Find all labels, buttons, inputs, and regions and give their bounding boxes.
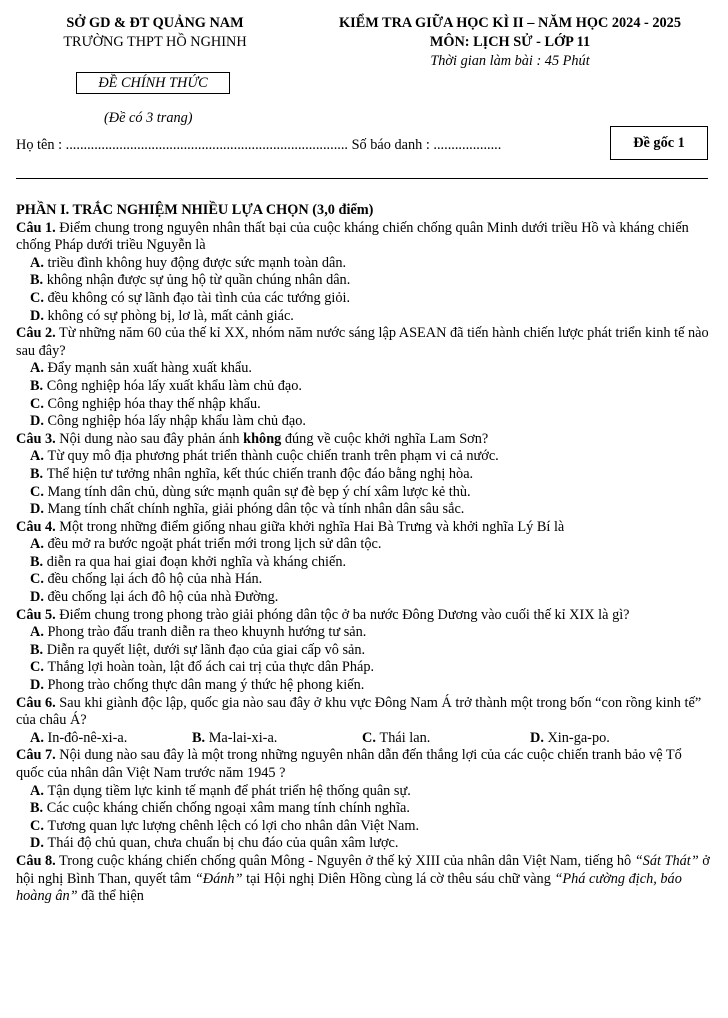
option-text: Công nghiệp hóa thay thế nhập khẩu.: [47, 395, 261, 412]
option-label: D.: [30, 307, 48, 324]
student-info-row: [16, 136, 501, 155]
exam-code-box: Đề gốc 1: [610, 126, 708, 160]
section-title: PHẦN I. TRẮC NGHIỆM NHIỀU LỰA CHỌN (3,0 điểm): [16, 202, 374, 218]
option-label: A.: [30, 624, 48, 641]
question-text: Điểm chung trong nguyên nhân thất bại của cuộc kháng chiến chống quân Minh dưới triều Hồ và kháng chiến chống Pháp dưới triều Nguyễn là: [16, 219, 689, 254]
option-label: C.: [30, 571, 48, 588]
q4-option-a[interactable]: [16, 536, 712, 554]
option-label: A.: [30, 254, 48, 271]
question-number: Câu 1.: [16, 219, 56, 236]
option-text: Diễn ra quyết liệt, dưới sự lãnh đạo của giai cấp vô sản.: [46, 641, 366, 658]
option-text: Ma-lai-xi-a.: [208, 729, 278, 746]
question-text: đã thể hiện: [77, 888, 144, 905]
q3-option-c[interactable]: [16, 484, 712, 502]
option-text: Thái độ chủ quan, chưa chuẩn bị chu đáo của quân xâm lược.: [47, 835, 399, 852]
question-text: Điểm chung trong phong trào giải phóng dân tộc ở ba nước Đông Dương vào cuối thế kỉ XIX là gì?: [55, 606, 630, 623]
q6-option-a[interactable]: [30, 730, 192, 748]
q1-option-a[interactable]: [16, 255, 712, 273]
q1-option-b[interactable]: [16, 272, 712, 290]
exam-content: [16, 202, 712, 906]
question-8: [16, 853, 712, 906]
q6-options-row: [16, 730, 712, 748]
option-text: Các cuộc kháng chiến chống ngoại xâm mang tính chính nghĩa.: [46, 800, 410, 817]
option-label: B.: [192, 729, 209, 746]
question-number: Câu 8.: [16, 852, 56, 869]
q6-option-b[interactable]: [192, 730, 362, 748]
option-text: không có sự phòng bị, lơ là, mất cảnh giác.: [47, 307, 294, 324]
q2-option-a[interactable]: [16, 360, 712, 378]
question-text: Trong cuộc kháng chiến chống quân Mông - Nguyên ở thế kỷ XIII của nhân dân Việt Nam, tiếng hô: [55, 852, 635, 869]
q4-option-c[interactable]: [16, 571, 712, 589]
question-text-end: đúng về cuộc khởi nghĩa Lam Sơn?: [281, 430, 489, 447]
option-label: C.: [362, 729, 380, 746]
option-label: D.: [530, 729, 548, 746]
quote-sat-that: “Sát Thát”: [634, 852, 699, 869]
option-label: B.: [30, 641, 47, 658]
question-text: Sau khi giành độc lập, quốc gia nào sau đây ở khu vực Đông Nam Á trở thành một trong bốn “con rồng kinh tế” của châu Á?: [16, 694, 702, 729]
option-label: A.: [30, 536, 48, 553]
q7-option-d[interactable]: [16, 835, 712, 853]
option-text: đều chống lại ách đô hộ của nhà Đường.: [47, 589, 279, 606]
question-text: Nội dung nào sau đây phản ánh: [55, 430, 244, 447]
option-label: B.: [30, 465, 47, 482]
q5-option-c[interactable]: [16, 659, 712, 677]
option-text: Thái lan.: [379, 729, 431, 746]
option-text: Tương quan lực lượng chênh lệch có lợi cho nhân dân Việt Nam.: [47, 817, 420, 834]
q2-option-d[interactable]: [16, 413, 712, 431]
q3-option-d[interactable]: [16, 501, 712, 519]
q5-option-d[interactable]: [16, 677, 712, 695]
q3-option-a[interactable]: [16, 448, 712, 466]
question-text: Nội dung nào sau đây là một trong những nguyên nhân dẫn đến thắng lợi của các cuộc chiến tranh bảo vệ Tổ quốc của nhân dân Việt Nam trước năm 1945 ?: [16, 747, 682, 781]
subject-title: MÔN: LỊCH SỬ - LỚP 11: [429, 34, 591, 51]
question-4: [16, 519, 712, 537]
school-name: TRƯỜNG THPT HỒ NGHINH: [63, 34, 247, 51]
question-emphasis: không: [243, 430, 282, 447]
question-number: Câu 6.: [16, 694, 56, 711]
q3-option-b[interactable]: [16, 466, 712, 484]
option-text: Đẩy mạnh sản xuất hàng xuất khẩu.: [47, 360, 252, 377]
question-text: ở hội nghị Bình Than, quyết tâm: [16, 852, 710, 887]
exam-title: KIỂM TRA GIỮA HỌC KÌ II – NĂM HỌC 2024 - 2025: [339, 15, 681, 31]
option-label: C.: [30, 289, 48, 306]
q4-option-d[interactable]: [16, 589, 712, 607]
option-label: A.: [30, 729, 48, 746]
q6-option-c[interactable]: [362, 730, 530, 748]
school-header: [20, 14, 290, 52]
option-text: diễn ra qua hai giai đoạn khởi nghĩa và kháng chiến.: [46, 553, 347, 570]
sbd-blank[interactable]: ...................: [433, 137, 502, 153]
question-text: tại Hội nghị Diên Hồng cùng lá cờ thêu sáu chữ vàng: [242, 870, 555, 887]
question-number: Câu 2.: [16, 325, 56, 342]
question-2: [16, 325, 712, 360]
option-text: đều mở ra bước ngoặt phát triển mới trong lịch sử dân tộc.: [47, 536, 382, 553]
question-number: Câu 5.: [16, 606, 56, 623]
option-label: D.: [30, 835, 48, 852]
name-label: Họ tên :: [16, 137, 66, 153]
option-text: Phong trào chống thực dân mang ý thức hệ phong kiến.: [47, 677, 365, 694]
q4-option-b[interactable]: [16, 554, 712, 572]
q7-option-c[interactable]: [16, 818, 712, 836]
option-label: D.: [30, 413, 48, 430]
question-6: [16, 695, 712, 730]
option-text: Công nghiệp hóa lấy nhập khẩu làm chủ đạo.: [47, 413, 306, 430]
option-text: đều chống lại ách đô hộ của nhà Hán.: [47, 571, 263, 588]
question-number: Câu 7.: [16, 747, 56, 764]
option-text: Phong trào đấu tranh diễn ra theo khuynh hướng tư sản.: [47, 624, 367, 641]
option-label: C.: [30, 395, 48, 412]
option-text: Thắng lợi hoàn toàn, lật đổ ách cai trị của thực dân Pháp.: [47, 659, 375, 676]
option-text: Tận dụng tiềm lực kinh tế mạnh để phát triển hệ thống quân sự.: [47, 782, 411, 799]
q5-option-b[interactable]: [16, 642, 712, 660]
exam-duration: Thời gian làm bài : 45 Phút: [430, 53, 590, 70]
option-label: C.: [30, 483, 48, 500]
option-text: In-đô-nê-xi-a.: [47, 729, 128, 746]
quote-danh: “Đánh”: [194, 870, 243, 887]
q5-option-a[interactable]: [16, 624, 712, 642]
name-blank[interactable]: ...............................................................................: [65, 137, 349, 153]
question-number: Câu 3.: [16, 430, 56, 447]
question-1: [16, 220, 712, 255]
option-label: D.: [30, 589, 48, 606]
option-label: A.: [30, 782, 48, 799]
q6-option-d[interactable]: [530, 730, 610, 748]
option-text: Từ quy mô địa phương phát triển thành cuộc chiến tranh trên phạm vi cả nước.: [47, 448, 499, 465]
question-text: Từ những năm 60 của thế kỉ XX, nhóm năm nước sáng lập ASEAN đã tiến hành chiến lược phát triển kinh tế nào sau đây?: [16, 325, 709, 359]
department-name: SỞ GD & ĐT QUẢNG NAM: [66, 15, 244, 31]
option-label: A.: [30, 360, 48, 377]
option-label: B.: [30, 377, 47, 394]
question-text: Một trong những điểm giống nhau giữa khởi nghĩa Hai Bà Trưng và khởi nghĩa Lý Bí là: [55, 518, 565, 535]
header-divider: [16, 178, 708, 179]
official-exam-box: ĐỀ CHÍNH THỨC: [76, 72, 230, 94]
q2-option-c[interactable]: [16, 396, 712, 414]
option-text: Mang tính chất chính nghĩa, giải phóng dân tộc và tính nhân dân sâu sắc.: [47, 501, 465, 518]
q1-option-c[interactable]: [16, 290, 712, 308]
q1-option-d[interactable]: [16, 308, 712, 326]
option-label: B.: [30, 553, 47, 570]
q7-option-b[interactable]: [16, 800, 712, 818]
exam-header: [300, 14, 720, 72]
question-number: Câu 4.: [16, 518, 56, 535]
quote-banner: “Phá cường địch, báo hoàng ân”: [16, 870, 682, 905]
option-text: Mang tính dân chủ, dùng sức mạnh quân sự đè bẹp ý chí xâm lược kẻ thù.: [47, 483, 471, 500]
option-label: D.: [30, 501, 48, 518]
q2-option-b[interactable]: [16, 378, 712, 396]
option-text: triều đình không huy động được sức mạnh toàn dân.: [47, 254, 347, 271]
option-text: không nhận được sự ủng hộ từ quần chúng nhân dân.: [46, 272, 351, 289]
option-text: Công nghiệp hóa lấy xuất khẩu làm chủ đạo.: [46, 377, 302, 394]
option-label: C.: [30, 659, 48, 676]
q7-option-a[interactable]: [16, 783, 712, 801]
option-text: Xin-ga-po.: [547, 729, 610, 746]
option-label: B.: [30, 272, 47, 289]
sbd-label: Số báo danh :: [348, 137, 434, 153]
option-label: B.: [30, 800, 47, 817]
page-count-note: (Đề có 3 trang): [104, 110, 193, 126]
question-3: [16, 431, 712, 449]
option-label: D.: [30, 677, 48, 694]
option-text: đều không có sự lãnh đạo tài tình của các tướng giỏi.: [47, 289, 351, 306]
option-label: A.: [30, 448, 48, 465]
option-text: Thể hiện tư tưởng nhân nghĩa, kết thúc chiến tranh độc đáo bằng nghị hòa.: [46, 465, 474, 482]
question-5: [16, 607, 712, 625]
option-label: C.: [30, 817, 48, 834]
question-7: [16, 747, 712, 782]
